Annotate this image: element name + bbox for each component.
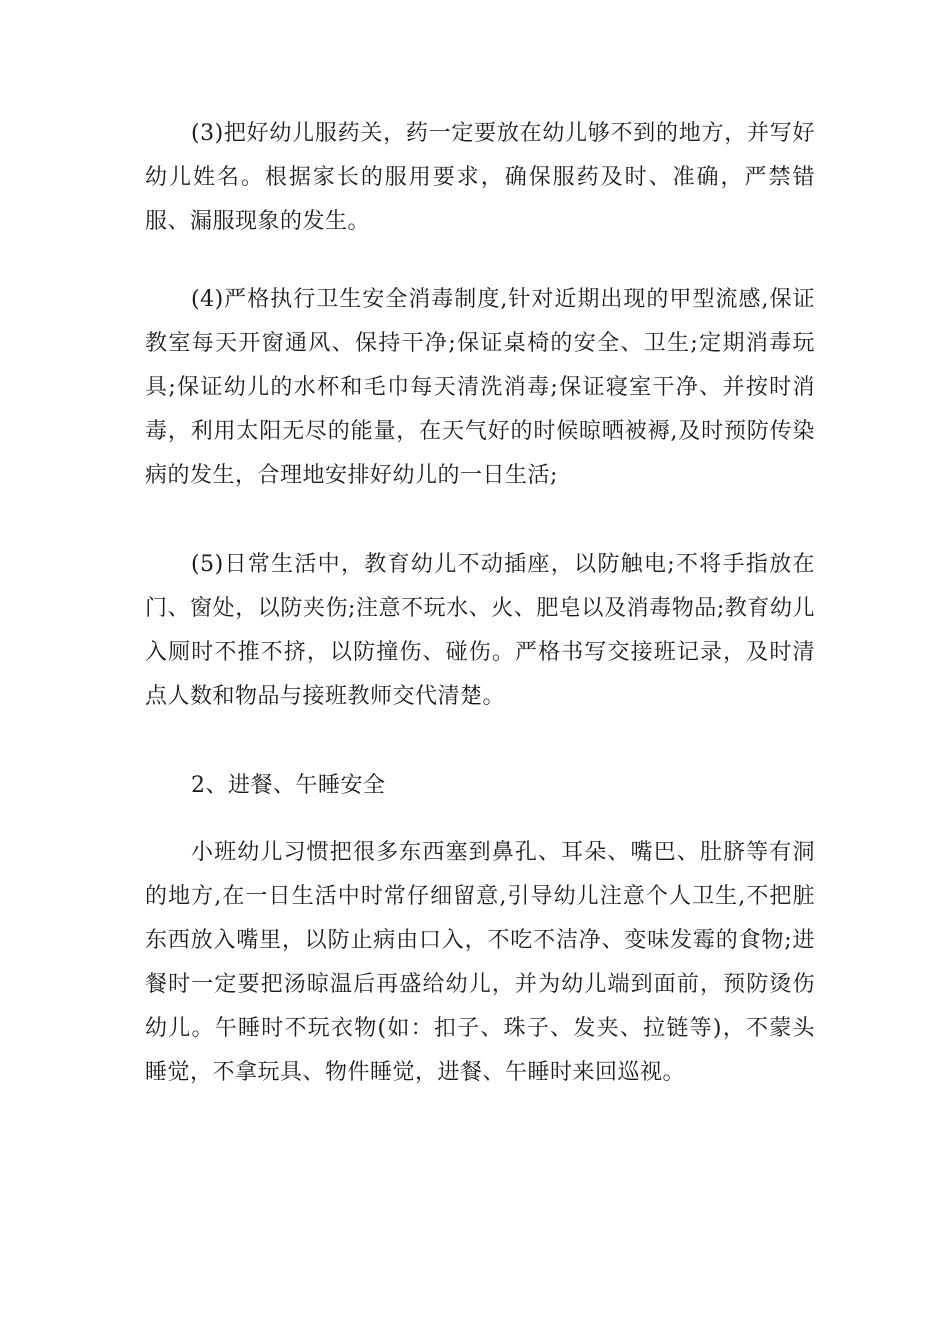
- paragraph-item-5: (5)日常生活中，教育幼儿不动插座，以防触电;不将手指放在门、窗处，以防夹伤;注意不玩水、火、肥皂以及消毒物品;教育幼儿入厕时不推不挤，以防撞伤、碰伤。严格书写交接班记录，及时清点人数和物品与接班教师交代清楚。: [145, 552, 815, 709]
- section-heading-block: [145, 764, 815, 808]
- paragraph-item-3: (3)把好幼儿服药关，药一定要放在幼儿够不到的地方，并写好幼儿姓名。根据家长的服用要求，确保服药及时、准确，严禁错服、漏服现象的发生。: [145, 121, 815, 234]
- section-paragraph: 小班幼儿习惯把很多东西塞到鼻孔、耳朵、嘴巴、肚脐等有洞的地方,在一日生活中时常仔细留意,引导幼儿注意个人卫生,不把脏东西放入嘴里，以防止病由口入，不吃不洁净、变味发霉的食物;进餐时一定要把汤晾温后再盛给幼儿，并为幼儿端到面前，预防烫伤幼儿。午睡时不玩衣物(如：扣子、珠子、发夹、拉链等)，不蒙头睡觉，不拿玩具、物件睡觉，进餐、午睡时来回巡视。: [145, 840, 815, 1085]
- section-heading: 2、进餐、午睡安全: [191, 773, 386, 798]
- paragraph-block-3: [145, 112, 815, 244]
- paragraph-block-4: [145, 278, 815, 498]
- paragraph-block-5: [145, 543, 815, 719]
- paragraph-item-4: (4)严格执行卫生安全消毒制度,针对近期出现的甲型流感,保证教室每天开窗通风、保持干净;保证桌椅的安全、卫生;定期消毒玩具;保证幼儿的水杯和毛巾每天清洗消毒;保证寝室干净、并按时消毒，利用太阳无尽的能量，在天气好的时候晾晒被褥,及时预防传染病的发生，合理地安排好幼儿的一日生活;: [145, 287, 815, 488]
- section-paragraph-block: [145, 831, 815, 1095]
